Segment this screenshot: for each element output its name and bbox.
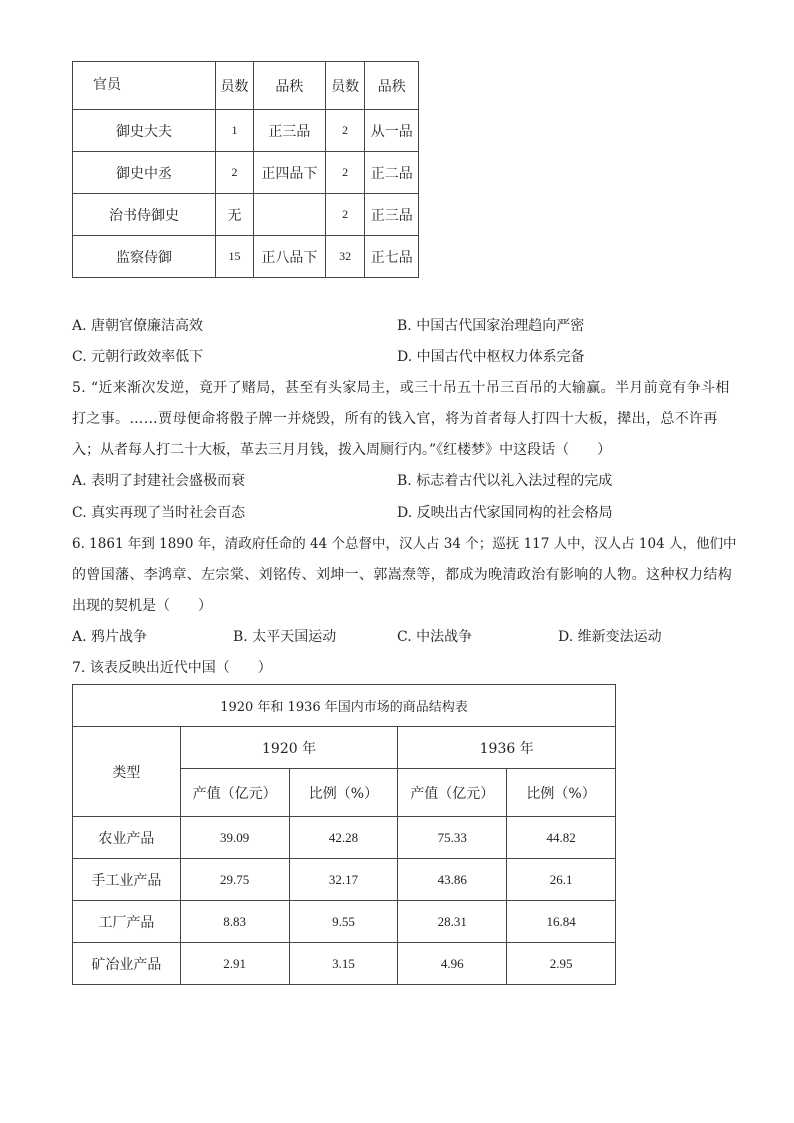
table-row [73, 901, 616, 943]
table-cell: 4.96 [398, 943, 507, 985]
officials-table [72, 61, 419, 278]
table-header: 员数 [216, 62, 254, 110]
q5-option-c[interactable]: C. 真实再现了当时社会百态 [72, 505, 246, 521]
table-cell: 正七品 [365, 236, 419, 278]
table-cell: 正三品 [253, 110, 325, 152]
table-cell: 正四品下 [253, 152, 325, 194]
table-row [73, 194, 419, 236]
table-cell: 2 [325, 152, 365, 194]
q5-stem-line: 入；从者每人打二十大板，革去三月月钱，拨入周厕行内。”《红楼梦》中这段话（ ） [72, 442, 612, 458]
table-header: 1936 年 [398, 727, 616, 769]
table-cell: 43.86 [398, 859, 507, 901]
q5-stem-line: 打之事。……贾母便命将骰子牌一并烧毁，所有的钱入官，将为首者每人打四十大板，撵出，总不许再 [72, 411, 718, 427]
q6-option-c[interactable]: C. 中法战争 [397, 629, 473, 645]
q6-stem-line: 的曾国藩、李鸿章、左宗棠、刘铭传、刘坤一、郭嵩焘等，都成为晚清政治有影响的人物。这种权力结构 [72, 567, 733, 583]
table-header: 产值（亿元） [398, 769, 507, 817]
table-cell: 正二品 [365, 152, 419, 194]
q5-option-a[interactable]: A. 表明了封建社会盛极而衰 [72, 473, 246, 489]
table-header: 产值（亿元） [180, 769, 289, 817]
table-cell: 16.84 [507, 901, 616, 943]
q7-stem: 7. 该表反映出近代中国（ ） [72, 660, 272, 676]
table-cell: 御史大夫 [73, 110, 216, 152]
table-header: 比例（%） [507, 769, 616, 817]
q6-stem-line: 出现的契机是（ ） [72, 598, 212, 614]
table-row [73, 152, 419, 194]
table-cell: 2 [325, 194, 365, 236]
q6-option-b[interactable]: B. 太平天国运动 [233, 629, 337, 645]
table-cell: 75.33 [398, 817, 507, 859]
table-cell: 监察侍御 [73, 236, 216, 278]
table-cell: 32.17 [289, 859, 398, 901]
table-row [73, 859, 616, 901]
table-header: 类型 [73, 727, 181, 817]
table-cell: 29.75 [180, 859, 289, 901]
table-header: 品秩 [253, 62, 325, 110]
q4-option-b[interactable]: B. 中国古代国家治理趋向严密 [397, 318, 585, 334]
table-cell: 2 [325, 110, 365, 152]
table-cell: 8.83 [180, 901, 289, 943]
q5-option-d[interactable]: D. 反映出古代家国同构的社会格局 [397, 505, 613, 521]
table-cell: 治书侍御史 [73, 194, 216, 236]
table-cell: 1 [216, 110, 254, 152]
table-cell: 工厂产品 [73, 901, 181, 943]
table-row [73, 110, 419, 152]
table-cell: 矿冶业产品 [73, 943, 181, 985]
q6-option-d[interactable]: D. 维新变法运动 [558, 629, 662, 645]
table-cell: 15 [216, 236, 254, 278]
q4-option-d[interactable]: D. 中国古代中枢权力体系完备 [397, 349, 585, 365]
table-cell: 26.1 [507, 859, 616, 901]
table-row [73, 236, 419, 278]
q5-stem-line: 5. “近来渐次发逆，竟开了赌局，甚至有头家局主，或三十吊五十吊三百吊的大输赢。半月前竟有争斗相 [72, 380, 730, 396]
table-header: 官员 [73, 62, 216, 110]
table-cell: 2.91 [180, 943, 289, 985]
table-cell: 正三品 [365, 194, 419, 236]
table-cell: 御史中丞 [73, 152, 216, 194]
table-cell: 3.15 [289, 943, 398, 985]
commodity-structure-table [72, 684, 616, 985]
table-cell: 农业产品 [73, 817, 181, 859]
q4-option-a[interactable]: A. 唐朝官僚廉洁高效 [72, 318, 204, 334]
table-header: 比例（%） [289, 769, 398, 817]
table-cell: 44.82 [507, 817, 616, 859]
table-cell: 9.55 [289, 901, 398, 943]
table-cell: 28.31 [398, 901, 507, 943]
table-cell: 2 [216, 152, 254, 194]
table-cell: 从一品 [365, 110, 419, 152]
table-cell: 2.95 [507, 943, 616, 985]
table-cell: 正八品下 [253, 236, 325, 278]
table-header: 品秩 [365, 62, 419, 110]
q6-stem-line: 6. 1861 年到 1890 年，清政府任命的 44 个总督中，汉人占 34 个；巡抚 117 人中，汉人占 104 人，他们中 [72, 536, 737, 552]
q5-option-b[interactable]: B. 标志着古代以礼入法过程的完成 [397, 473, 613, 489]
q6-option-a[interactable]: A. 鸦片战争 [72, 629, 148, 645]
table-cell: 39.09 [180, 817, 289, 859]
table-cell [253, 194, 325, 236]
table-header: 员数 [325, 62, 365, 110]
table-cell: 42.28 [289, 817, 398, 859]
table-row [73, 817, 616, 859]
table-title: 1920 年和 1936 年国内市场的商品结构表 [73, 685, 616, 727]
q4-option-c[interactable]: C. 元朝行政效率低下 [72, 349, 204, 365]
table-row [73, 943, 616, 985]
table-cell: 32 [325, 236, 365, 278]
table-cell: 无 [216, 194, 254, 236]
table-header: 1920 年 [180, 727, 398, 769]
table-cell: 手工业产品 [73, 859, 181, 901]
